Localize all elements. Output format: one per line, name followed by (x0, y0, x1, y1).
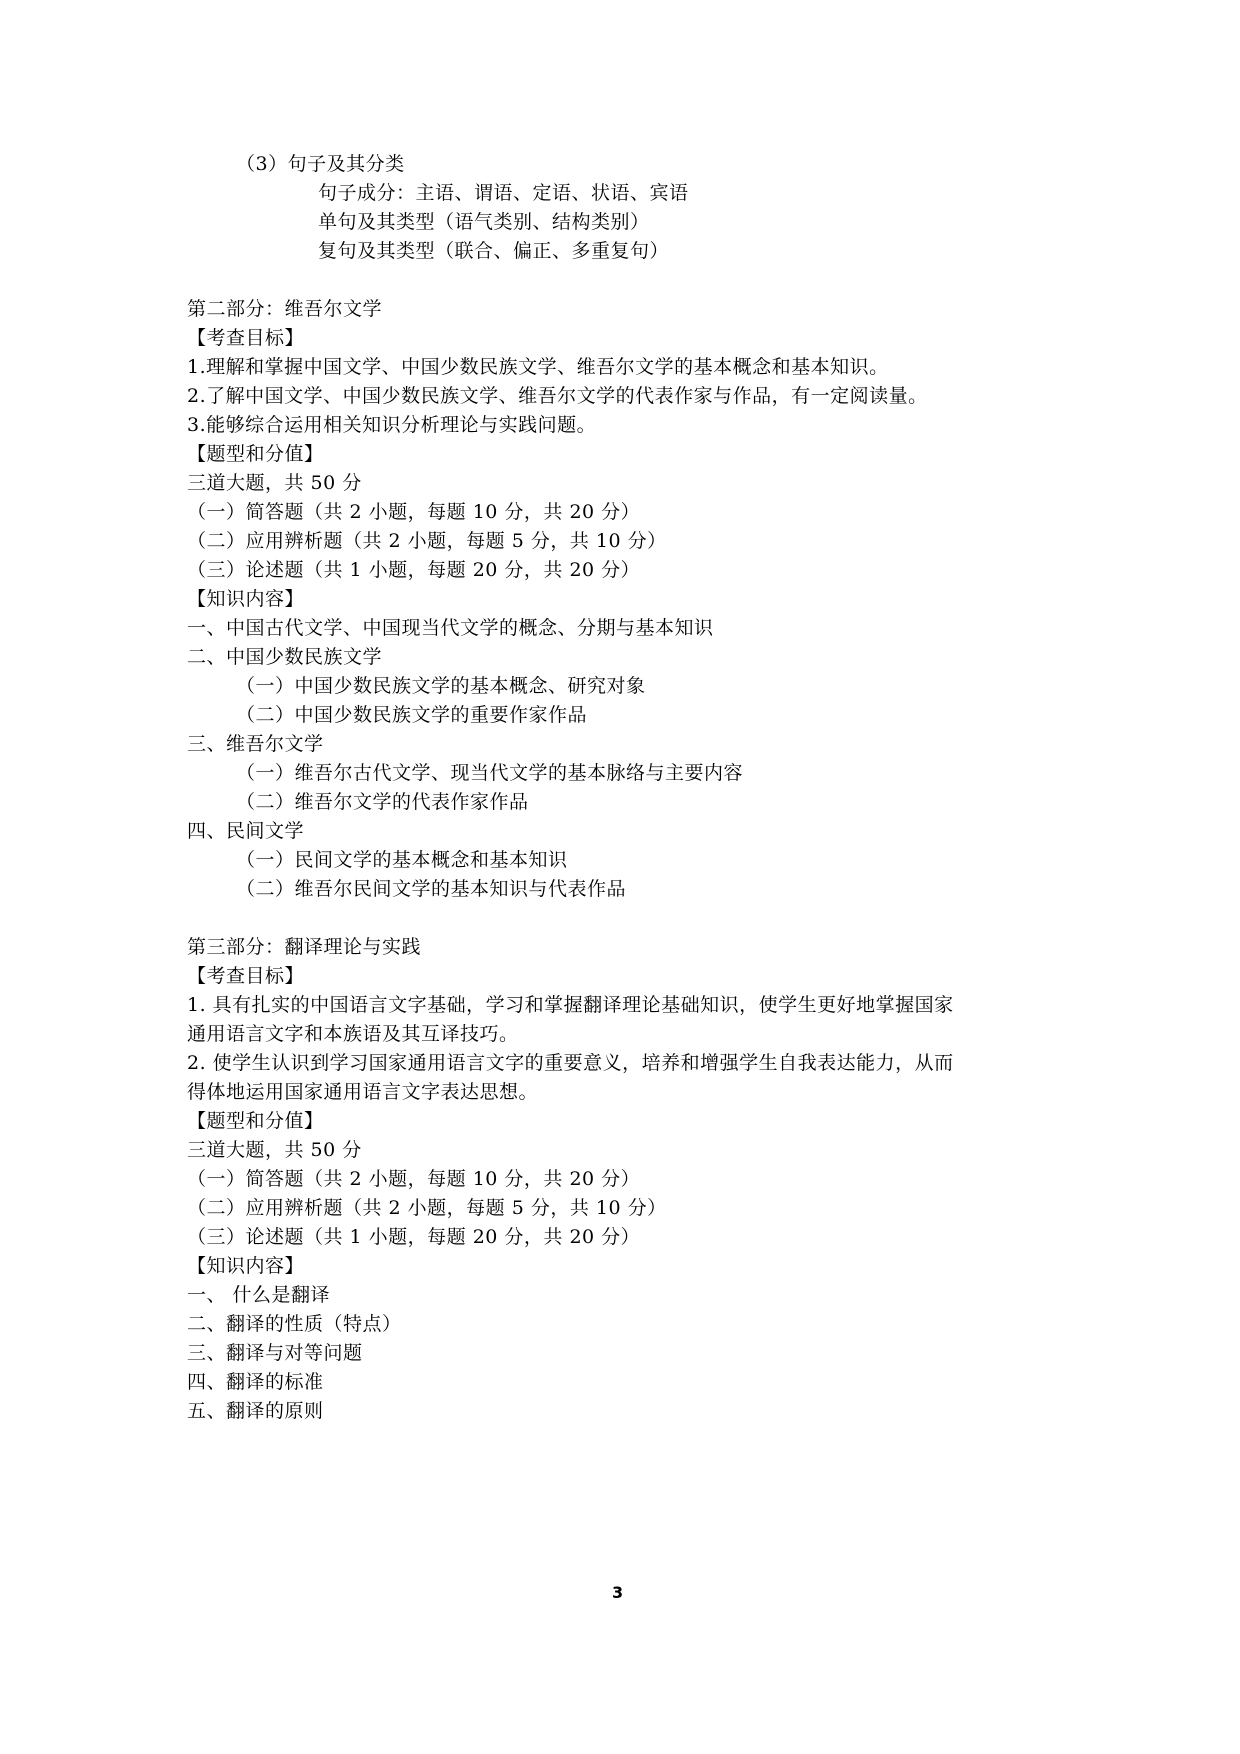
content-item: 一、 什么是翻译 (187, 1284, 331, 1306)
content-subitem: （一）维吾尔古代文学、现当代文学的基本脉络与主要内容 (236, 762, 744, 784)
content-subitem: （二）维吾尔民间文学的基本知识与代表作品 (236, 878, 627, 900)
part3-objectives-label: 【考查目标】 (187, 965, 305, 987)
type-item: （一）简答题（共 2 小题，每题 10 分，共 20 分） (187, 501, 641, 523)
type-item: （一）简答题（共 2 小题，每题 10 分，共 20 分） (187, 1168, 641, 1190)
part3-content-label: 【知识内容】 (187, 1255, 305, 1277)
content-subitem: （二）维吾尔文学的代表作家作品 (236, 791, 529, 813)
part2-objectives-label: 【考查目标】 (187, 327, 305, 349)
content-item: 一、中国古代文学、中国现当代文学的概念、分期与基本知识 (187, 617, 714, 639)
content-item: 三、维吾尔文学 (187, 733, 324, 755)
part3-title: 第三部分：翻译理论与实践 (187, 936, 422, 958)
objective-item-continued: 得体地运用国家通用语言文字表达思想。 (187, 1081, 539, 1103)
type-item: （三）论述题（共 1 小题，每题 20 分，共 20 分） (187, 1226, 641, 1248)
content-subitem: （二）中国少数民族文学的重要作家作品 (236, 704, 588, 726)
types-summary: 三道大题，共 50 分 (187, 1139, 362, 1161)
list-item: 单句及其类型（语气类别、结构类别） (318, 211, 650, 233)
list-item: 复句及其类型（联合、偏正、多重复句） (318, 240, 670, 262)
type-item: （二）应用辨析题（共 2 小题，每题 5 分，共 10 分） (187, 530, 667, 552)
section-heading: （3）句子及其分类 (236, 153, 405, 175)
page-number: 3 (612, 1583, 624, 1602)
part3-types-label: 【题型和分值】 (187, 1110, 324, 1132)
content-subitem: （一）中国少数民族文学的基本概念、研究对象 (236, 675, 646, 697)
objective-item-continued: 通用语言文字和本族语及其互译技巧。 (187, 1023, 519, 1045)
content-item: 二、翻译的性质（特点） (187, 1313, 402, 1335)
objective-item: 1.理解和掌握中国文学、中国少数民族文学、维吾尔文学的基本概念和基本知识。 (187, 356, 889, 378)
objective-item: 2.了解中国文学、中国少数民族文学、维吾尔文学的代表作家与作品，有一定阅读量。 (187, 385, 928, 407)
types-summary: 三道大题，共 50 分 (187, 472, 362, 494)
content-item: 四、民间文学 (187, 820, 305, 842)
content-item: 五、翻译的原则 (187, 1400, 324, 1422)
content-item: 四、翻译的标准 (187, 1371, 324, 1393)
part2-types-label: 【题型和分值】 (187, 443, 324, 465)
part2-content-label: 【知识内容】 (187, 588, 305, 610)
content-item: 三、翻译与对等问题 (187, 1342, 363, 1364)
part2-title: 第二部分：维吾尔文学 (187, 298, 383, 320)
objective-item: 1. 具有扎实的中国语言文字基础，学习和掌握翻译理论基础知识，使学生更好地掌握国家 (187, 994, 954, 1016)
content-subitem: （一）民间文学的基本概念和基本知识 (236, 849, 568, 871)
list-item: 句子成分：主语、谓语、定语、状语、宾语 (318, 182, 689, 204)
type-item: （三）论述题（共 1 小题，每题 20 分，共 20 分） (187, 559, 641, 581)
type-item: （二）应用辨析题（共 2 小题，每题 5 分，共 10 分） (187, 1197, 667, 1219)
objective-item: 3.能够综合运用相关知识分析理论与实践问题。 (187, 414, 597, 436)
objective-item: 2. 使学生认识到学习国家通用语言文字的重要意义，培养和增强学生自我表达能力，从而 (187, 1052, 954, 1074)
content-item: 二、中国少数民族文学 (187, 646, 383, 668)
